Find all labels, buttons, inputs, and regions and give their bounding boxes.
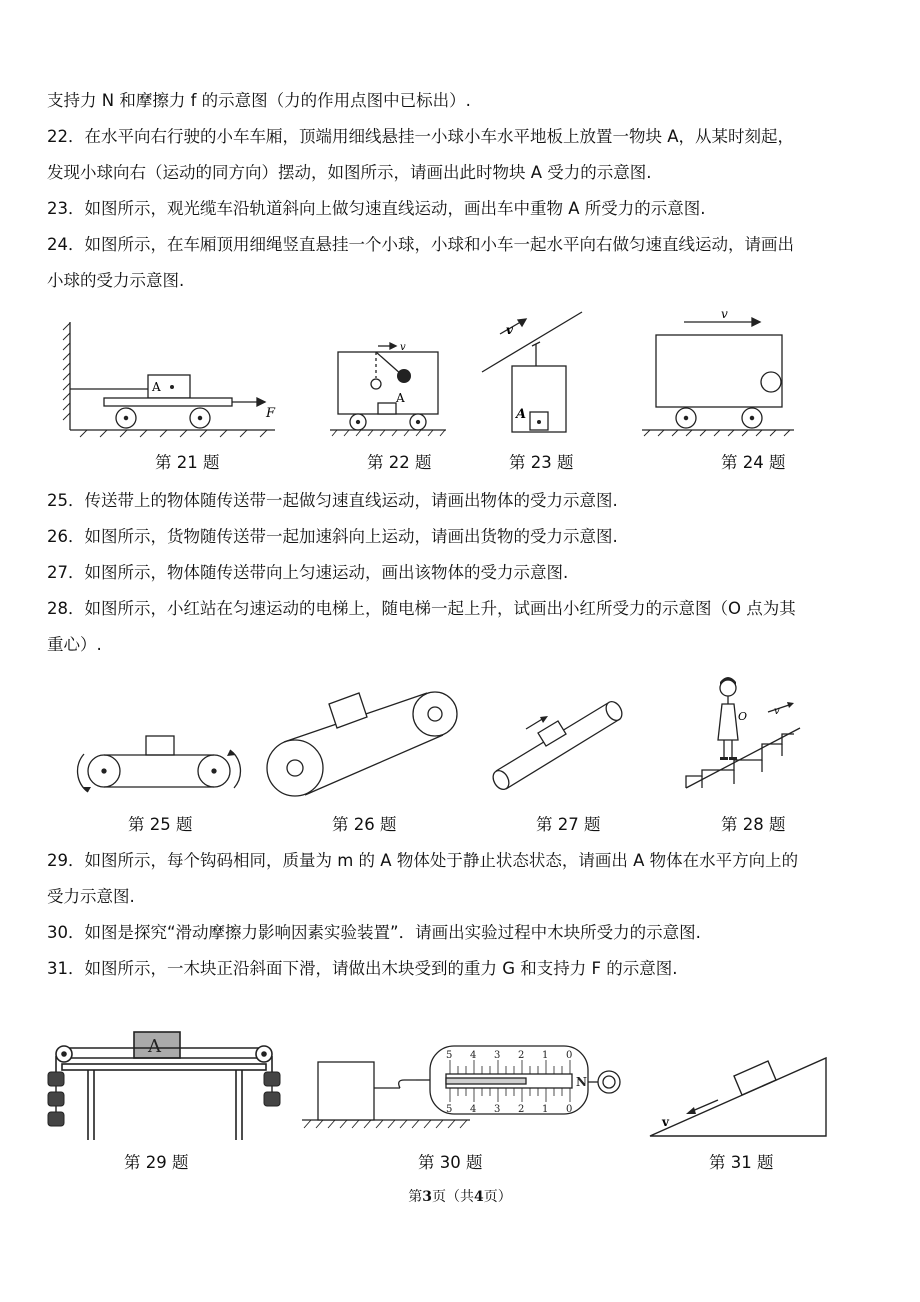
caption-30: 第 30 题 — [418, 1153, 483, 1172]
question-22-line-1: 22．在水平向右行驶的小车车厢，顶端用细线悬挂一小球小车水平地板上放置一物块 A，从某时刻起， — [47, 127, 795, 146]
figure-23 — [480, 308, 590, 438]
fig30-scale-top-2: 2 — [518, 1050, 525, 1061]
fig24-velocity-label: v — [721, 307, 728, 321]
question-28-line-2: 重心）. — [47, 635, 102, 654]
question-24-line-1: 24．如图所示，在车厢顶用细绳竖直悬挂一个小球，小球和小车一起水平向右做匀速直线运动，请画出 — [47, 235, 794, 254]
fig29-block-label: A — [148, 1036, 161, 1057]
fig21-block-label: A — [152, 380, 161, 394]
fig30-scale-top-5: 5 — [446, 1050, 453, 1061]
question-31: 31．如图所示，一木块正沿斜面下滑，请做出木块受到的重力 G 和支持力 F 的示意图. — [47, 959, 678, 978]
fig22-velocity-label: v — [400, 342, 406, 353]
fig23-velocity-label: v — [506, 323, 513, 337]
figure-28 — [682, 672, 812, 796]
question-30: 30．如图是探究“滑动摩擦力影响因素实验装置”．请画出实验过程中木块所受力的示意图. — [47, 923, 701, 942]
figure-26 — [265, 688, 465, 800]
question-23: 23．如图所示，观光缆车沿轨道斜向上做匀速直线运动，画出车中重物 A 所受力的示意图. — [47, 199, 706, 218]
figure-27 — [490, 695, 630, 795]
caption-29: 第 29 题 — [124, 1153, 189, 1172]
fig28-center-label: O — [738, 710, 748, 723]
caption-27: 第 27 题 — [536, 815, 601, 834]
figure-25 — [70, 730, 245, 798]
fig21-force-label: F — [266, 406, 276, 421]
caption-22: 第 22 题 — [367, 453, 432, 472]
question-28-line-1: 28．如图所示，小红站在匀速运动的电梯上，随电梯一起上升，试画出小红所受力的示意图（O 点为其 — [47, 599, 796, 618]
figure-24 — [638, 305, 798, 440]
fig22-block-label: A — [396, 391, 405, 405]
figure-31 — [646, 1052, 836, 1142]
fig30-unit-label: N — [576, 1075, 587, 1089]
question-27: 27．如图所示，物体随传送带向上匀速运动，画出该物体的受力示意图. — [47, 563, 569, 582]
caption-28: 第 28 题 — [721, 815, 786, 834]
fig30-scale-top-3: 3 — [494, 1050, 501, 1061]
figure-29 — [42, 1028, 282, 1146]
page-footer — [0, 1186, 920, 1206]
fig30-scale-top-1: 1 — [542, 1050, 549, 1061]
fig31-velocity-label: v — [662, 1115, 669, 1129]
footer-suffix: 页） — [483, 1189, 512, 1205]
footer-total-pages: 4 — [474, 1189, 484, 1205]
text-line: 支持力 N 和摩擦力 f 的示意图（力的作用点图中已标出）. — [47, 91, 471, 110]
question-22-line-2: 发现小球向右（运动的同方向）摆动，如图所示，请画出此时物块 A 受力的示意图. — [47, 163, 652, 182]
fig30-scale-bottom-5: 5 — [446, 1104, 453, 1115]
fig30-scale-top-4: 4 — [470, 1050, 477, 1061]
caption-31: 第 31 题 — [709, 1153, 774, 1172]
footer-prefix: 第 — [408, 1189, 423, 1205]
question-26: 26．如图所示，货物随传送带一起加速斜向上运动，请画出货物的受力示意图. — [47, 527, 618, 546]
caption-25: 第 25 题 — [128, 815, 193, 834]
caption-26: 第 26 题 — [332, 815, 397, 834]
question-25: 25．传送带上的物体随传送带一起做匀速直线运动，请画出物体的受力示意图. — [47, 491, 618, 510]
fig28-velocity-label: v — [774, 706, 780, 717]
fig30-scale-bottom-0: 0 — [566, 1104, 573, 1115]
figure-22 — [322, 338, 452, 438]
caption-21: 第 21 题 — [155, 453, 220, 472]
footer-page-number: 3 — [422, 1189, 432, 1205]
fig30-scale-bottom-2: 2 — [518, 1104, 525, 1115]
caption-23: 第 23 题 — [509, 453, 574, 472]
caption-24: 第 24 题 — [721, 453, 786, 472]
question-29-line-2: 受力示意图. — [47, 887, 135, 906]
fig30-scale-bottom-4: 4 — [470, 1104, 477, 1115]
question-29-line-1: 29．如图所示，每个钩码相同，质量为 m 的 A 物体处于静止状态状态，请画出 A 物体在水平方向上的 — [47, 851, 799, 870]
question-24-line-2: 小球的受力示意图. — [47, 271, 185, 290]
fig30-scale-bottom-1: 1 — [542, 1104, 549, 1115]
fig23-block-label: A — [516, 407, 527, 422]
figure-21 — [60, 318, 280, 438]
footer-middle: 页（共 — [432, 1189, 474, 1205]
figure-30 — [296, 1040, 636, 1138]
fig30-scale-bottom-3: 3 — [494, 1104, 501, 1115]
fig30-scale-top-0: 0 — [566, 1050, 573, 1061]
